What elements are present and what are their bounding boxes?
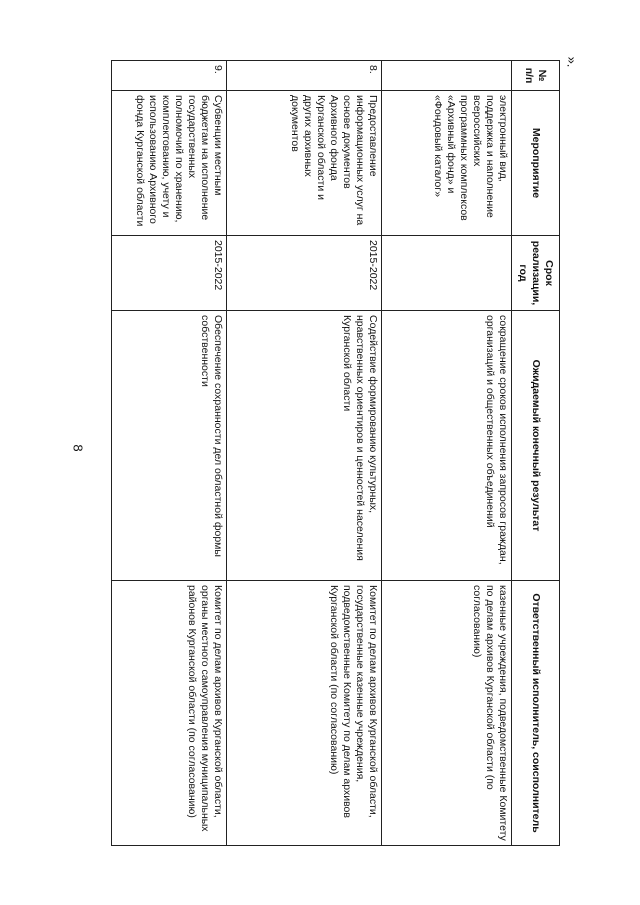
cell-period [382,236,512,311]
table-row [112,61,227,846]
closing-quote-mark: ». [564,56,580,68]
cell-num: 9. [112,61,227,91]
table-row [227,61,382,846]
header-result: Ожидаемый конечный результат [512,311,560,581]
cell-result: Содействие формированию культурных, нравственных ориентиров и ценностей населения Курганской области [227,311,382,581]
header-activity: Мероприятие [512,91,560,236]
header-num: № п/п [512,61,560,91]
cell-result: сокращение сроков исполнения запросов граждан, организаций и общественных объединений [382,311,512,581]
header-executor: Ответственный исполнитель, соисполнитель [512,581,560,846]
cell-activity: Предоставление информационных услуг на основе документов Архивного фонда Курганской области и других архивных документов [227,91,382,236]
program-activities-table [111,60,560,846]
cell-executor: казенные учреждения, подведомственные Комитету по делам архивов Курганской области (по согласованию) [382,581,512,846]
table-header-row [512,61,560,846]
rotated-table-container [110,60,560,845]
cell-period: 2015-2022 [112,236,227,311]
cell-activity: Субвенции местным бюджетам на исполнение государственных полномочий по хранению, комплектованию, учету и использованию Архивного фонда Курганской области [112,91,227,236]
cell-executor: Комитет по делам архивов Курганской области, органы местного самоуправления муниципальных районов Курганской области (по согласованию) [112,581,227,846]
cell-period: 2015-2022 [227,236,382,311]
page-number: 8 [70,444,86,452]
cell-executor: Комитет по делам архивов Курганской области, государственные казенные учреждения, подведомственные Комитету по делам архивов Курганской области (по согласованию) [227,581,382,846]
header-period: Срок реализации, год [512,236,560,311]
cell-activity: электронный вид, поддержка и наполнение всероссийских программных комплексов «Архивный фонд» и «Фондовый каталог» [382,91,512,236]
cell-num: 8. [227,61,382,91]
table-row [382,61,512,846]
cell-num [382,61,512,91]
cell-result: Обеспечение сохранности дел областной формы собственности [112,311,227,581]
